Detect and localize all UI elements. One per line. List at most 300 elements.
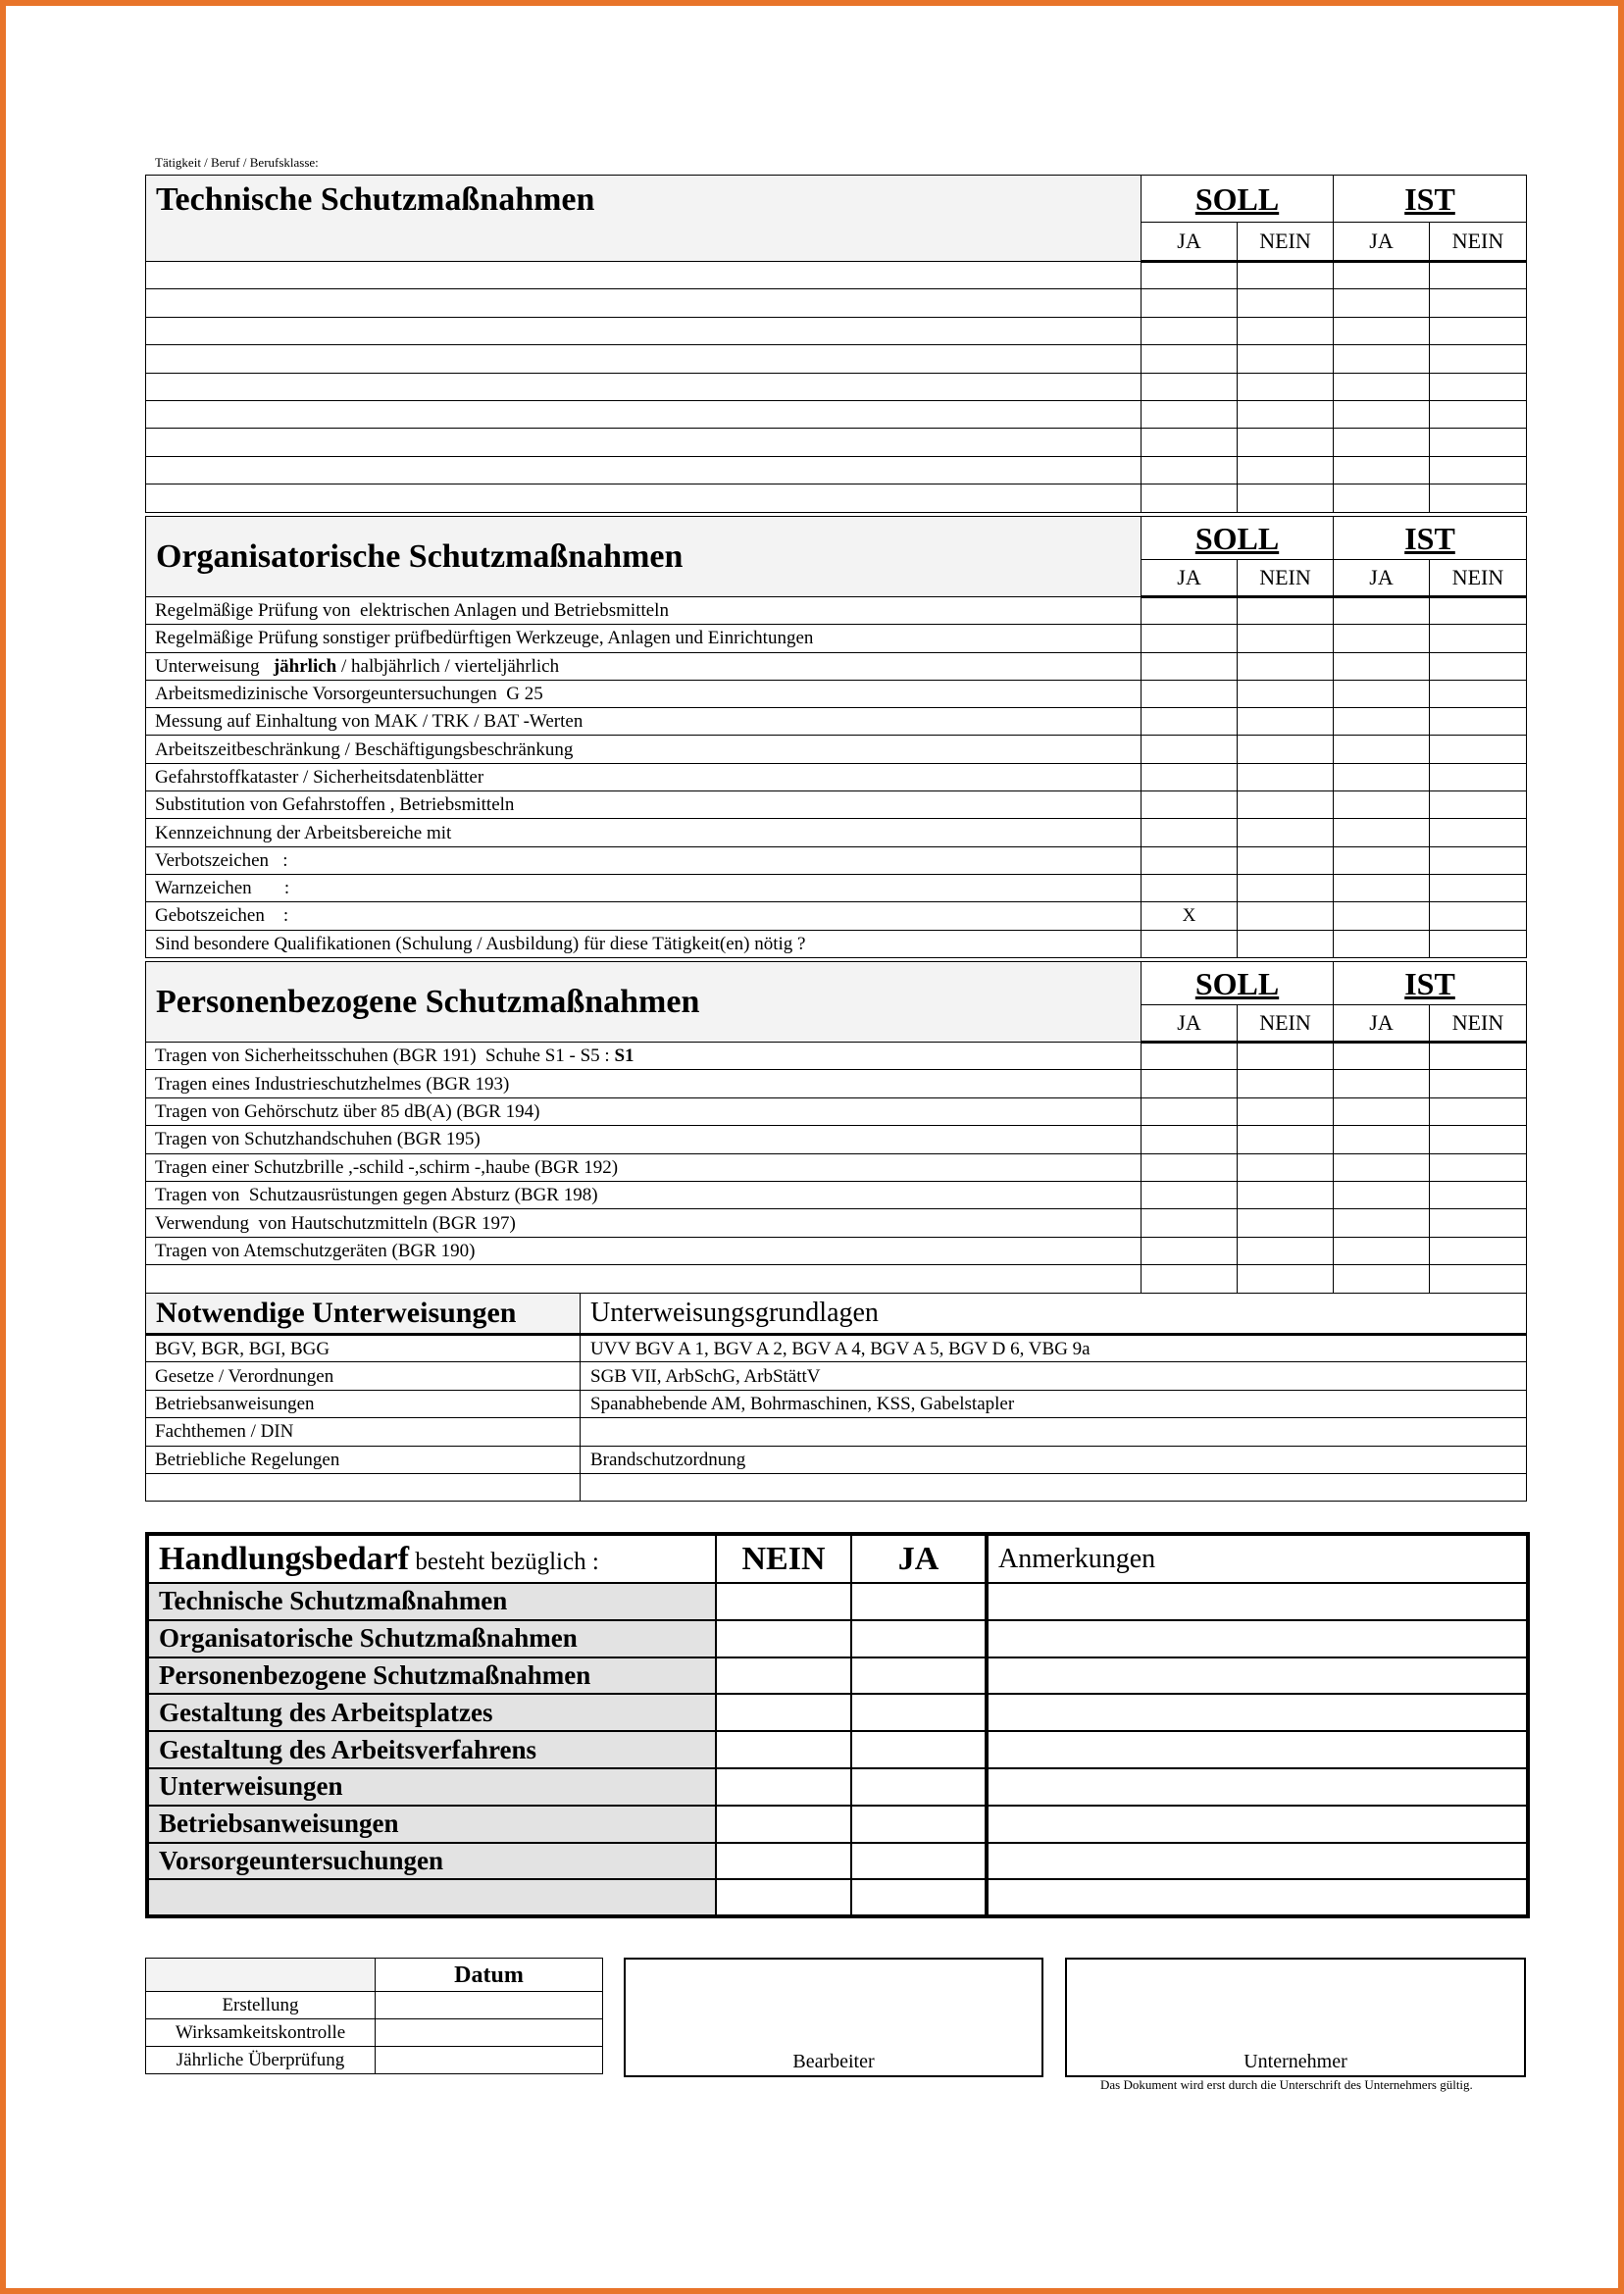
ist-ja-header: JA [1334,560,1430,597]
soll-ja-cell[interactable] [1142,1126,1238,1153]
ist-ja-cell[interactable] [1334,791,1430,819]
unterweisung-grundlage[interactable]: UVV BGV A 1, BGV A 2, BGV A 4, BGV A 5, BGV D 6, VBG 9a [581,1335,1527,1362]
soll-nein-cell[interactable] [1238,791,1334,819]
table-row [146,1043,1527,1070]
row-label-post: / halbjährlich / vierteljährlich [336,655,560,677]
signature-box-unternehmer[interactable] [1065,1958,1526,2077]
hb-ja-cell[interactable] [851,1657,987,1695]
hb-row-label: Technische Schutzmaßnahmen [147,1583,716,1620]
ist-ja-cell[interactable] [1334,846,1430,874]
table-personen [145,961,1527,1294]
table-row [146,1992,603,2019]
soll-nein-cell[interactable] [1238,652,1334,680]
table-row [147,1583,1528,1620]
hb-row-label: Vorsorgeuntersuchungen [147,1843,716,1880]
ist-nein-cell[interactable] [1430,262,1527,289]
unterweisung-category: Gesetze / Verordnungen [146,1362,581,1390]
ist-ja-cell[interactable] [1334,262,1430,289]
hb-anmerkung-cell[interactable] [987,1583,1528,1620]
row-label: Regelmäßige Prüfung von elektrischen Anlagen und Betriebsmitteln [146,597,1142,625]
row-label: Gefahrstoffkataster / Sicherheitsdatenblätter [146,763,1142,790]
row-label: Tragen von Gehörschutz über 85 dB(A) (BGR 194) [146,1097,1142,1125]
unterweisung-grundlage[interactable] [581,1418,1527,1446]
soll-nein-cell[interactable] [1238,1209,1334,1237]
table-row [146,1446,1527,1473]
ist-nein-cell[interactable] [1430,317,1527,344]
soll-ja-cell[interactable] [1142,400,1238,428]
table-row [146,1418,1527,1446]
ist-ja-cell[interactable] [1334,708,1430,736]
soll-nein-cell[interactable] [1238,1097,1334,1125]
row-label: Arbeitszeitbeschränkung / Beschäftigungsbeschränkung [146,736,1142,763]
soll-ja-header: JA [1142,560,1238,597]
datum-row-label: Jährliche Überprüfung [146,2047,376,2074]
hb-anmerkung-cell[interactable] [987,1657,1528,1695]
soll-ja-cell[interactable] [1142,736,1238,763]
ist-ja-cell[interactable] [1334,1070,1430,1097]
row-label [146,429,1142,456]
ist-ja-cell[interactable] [1334,930,1430,957]
hb-nein-cell[interactable] [716,1806,851,1843]
table-row [146,1362,1527,1390]
table-datum [145,1958,603,2074]
hb-ja-header: JA [851,1534,987,1583]
ist-ja-cell[interactable] [1334,429,1430,456]
soll-ja-cell[interactable] [1142,874,1238,901]
table-row [146,846,1527,874]
soll-ja-cell[interactable] [1142,1181,1238,1208]
table-row [146,317,1527,344]
soll-ja-cell[interactable] [1142,429,1238,456]
hb-nein-cell[interactable] [716,1620,851,1657]
ist-nein-header: NEIN [1430,560,1527,597]
ist-ja-cell[interactable] [1334,763,1430,790]
soll-ja-cell[interactable] [1142,652,1238,680]
soll-ja-cell[interactable] [1142,597,1238,625]
hb-row-label: Personenbezogene Schutzmaßnahmen [147,1657,716,1695]
soll-nein-cell[interactable] [1238,1126,1334,1153]
soll-nein-cell[interactable] [1238,874,1334,901]
soll-ja-cell[interactable] [1142,345,1238,373]
soll-nein-cell[interactable] [1238,680,1334,707]
hb-nein-cell[interactable] [716,1731,851,1768]
handlungsbedarf-title-main: Handlungsbedarf [159,1540,410,1577]
ist-nein-cell[interactable] [1430,1265,1527,1293]
unterweisungen-rows [146,1335,1527,1502]
soll-ja-header: JA [1142,223,1238,262]
row-label: Warnzeichen : [146,874,1142,901]
table-row [146,2047,603,2074]
ist-nein-cell[interactable] [1430,484,1527,512]
section-title-organisatorische: Organisatorische Schutzmaßnahmen [146,517,1142,597]
ist-nein-cell[interactable] [1430,1126,1527,1153]
ist-nein-cell[interactable] [1430,902,1527,930]
hb-row-label: Gestaltung des Arbeitsverfahrens [147,1731,716,1768]
row-label: Messung auf Einhaltung von MAK / TRK / BAT -Werten [146,708,1142,736]
soll-ja-cell[interactable] [1142,708,1238,736]
ist-nein-cell[interactable] [1430,930,1527,957]
ist-nein-cell[interactable] [1430,429,1527,456]
unterweisung-grundlage[interactable]: Brandschutzordnung [581,1446,1527,1473]
unterweisung-category[interactable] [146,1473,581,1501]
row-label: Gebotszeichen : [146,902,1142,930]
soll-nein-cell[interactable] [1238,1043,1334,1070]
datum-rows [146,1992,603,2074]
soll-nein-cell[interactable] [1238,456,1334,484]
ist-ja-cell[interactable] [1334,289,1430,317]
section-title-unterweisungen: Notwendige Unterweisungen [146,1294,581,1335]
ist-ja-cell[interactable] [1334,597,1430,625]
hb-ja-cell[interactable] [851,1879,987,1916]
soll-ja-cell[interactable]: X [1142,902,1238,930]
hb-nein-cell[interactable] [716,1583,851,1620]
soll-nein-cell[interactable] [1238,484,1334,512]
soll-nein-cell[interactable] [1238,1153,1334,1181]
hb-anmerkung-cell[interactable] [987,1768,1528,1806]
unterweisung-grundlage[interactable]: SGB VII, ArbSchG, ArbStättV [581,1362,1527,1390]
ist-ja-cell[interactable] [1334,1237,1430,1264]
soll-ja-cell[interactable] [1142,1097,1238,1125]
unterweisung-category: Betriebsanweisungen [146,1390,581,1417]
soll-ja-cell[interactable] [1142,1153,1238,1181]
soll-ja-cell[interactable] [1142,1070,1238,1097]
ist-nein-cell[interactable] [1430,456,1527,484]
personen-rows [146,1043,1527,1294]
table-row [146,1265,1527,1293]
table-row [147,1843,1528,1880]
ist-nein-cell[interactable] [1430,1209,1527,1237]
soll-ja-cell[interactable] [1142,1209,1238,1237]
table-row [146,289,1527,317]
soll-nein-cell[interactable] [1238,708,1334,736]
ist-nein-cell[interactable] [1430,652,1527,680]
handlungsbedarf-rows [147,1583,1528,1916]
ist-header: IST [1334,962,1527,1005]
row-label [146,373,1142,400]
soll-nein-cell[interactable] [1238,345,1334,373]
ist-nein-cell[interactable] [1430,345,1527,373]
table-row [146,597,1527,625]
soll-nein-cell[interactable] [1238,819,1334,846]
soll-ja-cell[interactable] [1142,819,1238,846]
datum-value-cell[interactable] [376,1992,603,2019]
ist-nein-header: NEIN [1430,223,1527,262]
ist-ja-cell[interactable] [1334,625,1430,652]
table-row [146,902,1527,930]
row-label [146,317,1142,344]
section-title-personen: Personenbezogene Schutzmaßnahmen [146,962,1142,1043]
row-label: Regelmäßige Prüfung sonstiger prüfbedürftigen Werkzeuge, Anlagen und Einrichtungen [146,625,1142,652]
ist-nein-cell[interactable] [1430,1153,1527,1181]
hb-ja-cell[interactable] [851,1583,987,1620]
table-technische [145,175,1527,513]
table-row [146,2019,603,2047]
ist-header: IST [1334,176,1527,223]
table-row [147,1694,1528,1731]
hb-anmerkung-cell[interactable] [987,1620,1528,1657]
datum-value-cell[interactable] [376,2047,603,2074]
table-row [147,1657,1528,1695]
table-row [146,456,1527,484]
row-label [146,262,1142,289]
datum-row-label: Wirksamkeitskontrolle [146,2019,376,2047]
ist-ja-cell[interactable] [1334,680,1430,707]
table-row [147,1731,1528,1768]
unterweisung-grundlage[interactable]: Spanabhebende AM, Bohrmaschinen, KSS, Gabelstapler [581,1390,1527,1417]
soll-ja-cell[interactable] [1142,1043,1238,1070]
soll-nein-header: NEIN [1238,1005,1334,1043]
table-row [146,400,1527,428]
unterweisung-category: BGV, BGR, BGI, BGG [146,1335,581,1362]
row-label [146,456,1142,484]
table-row [146,1097,1527,1125]
datum-value-cell[interactable] [376,2019,603,2047]
hb-nein-cell[interactable] [716,1694,851,1731]
technische-rows [146,262,1527,513]
hb-anmerkung-cell[interactable] [987,1879,1528,1916]
hb-row-label [147,1879,716,1916]
table-handlungsbedarf [145,1532,1530,1918]
section-title-technische: Technische Schutzmaßnahmen [146,176,1142,262]
soll-ja-cell[interactable] [1142,1265,1238,1293]
soll-nein-cell[interactable] [1238,1265,1334,1293]
ist-nein-cell[interactable] [1430,791,1527,819]
ist-nein-cell[interactable] [1430,1070,1527,1097]
soll-ja-cell[interactable] [1142,846,1238,874]
soll-nein-cell[interactable] [1238,597,1334,625]
row-label: Verwendung von Hautschutzmitteln (BGR 197) [146,1209,1142,1237]
soll-ja-cell[interactable] [1142,625,1238,652]
table-row [146,373,1527,400]
row-label [146,400,1142,428]
ist-nein-header: NEIN [1430,1005,1527,1043]
soll-nein-cell[interactable] [1238,429,1334,456]
table-row [146,1237,1527,1264]
ist-nein-cell[interactable] [1430,1097,1527,1125]
row-label-bold: jährlich [273,655,337,677]
row-label: Sind besondere Qualifikationen (Schulung / Ausbildung) für diese Tätigkeit(en) nötig ? [146,930,1142,957]
hb-nein-cell[interactable] [716,1879,851,1916]
datum-header: Datum [376,1959,603,1992]
ist-ja-header: JA [1334,223,1430,262]
soll-nein-cell[interactable] [1238,373,1334,400]
ist-ja-cell[interactable] [1334,456,1430,484]
hb-anmerkungen-header: Anmerkungen [987,1534,1528,1583]
ist-nein-cell[interactable] [1430,373,1527,400]
ist-nein-cell[interactable] [1430,846,1527,874]
hb-ja-cell[interactable] [851,1806,987,1843]
soll-nein-cell[interactable] [1238,317,1334,344]
table-row [146,1181,1527,1208]
ist-ja-cell[interactable] [1334,373,1430,400]
table-row [146,1335,1527,1362]
row-label: Substitution von Gefahrstoffen , Betriebsmitteln [146,791,1142,819]
soll-ja-cell[interactable] [1142,456,1238,484]
hb-nein-cell[interactable] [716,1768,851,1806]
row-label-pre: Tragen von Sicherheitsschuhen (BGR 191) Schuhe S1 - S5 : [155,1045,615,1067]
row-label: Tragen einer Schutzbrille ,-schild -,schirm -,haube (BGR 192) [146,1153,1142,1181]
ist-nein-cell[interactable] [1430,1181,1527,1208]
soll-ja-cell[interactable] [1142,262,1238,289]
soll-nein-cell[interactable] [1238,625,1334,652]
signature-label-unternehmer: Unternehmer [1243,2051,1347,2072]
soll-nein-cell[interactable] [1238,902,1334,930]
ist-ja-cell[interactable] [1334,902,1430,930]
ist-nein-cell[interactable] [1430,1043,1527,1070]
table-row [146,791,1527,819]
soll-ja-cell[interactable] [1142,763,1238,790]
table-organisatorische [145,516,1527,958]
soll-ja-cell[interactable] [1142,373,1238,400]
hb-anmerkung-cell[interactable] [987,1806,1528,1843]
soll-header: SOLL [1142,517,1334,560]
ist-nein-cell[interactable] [1430,625,1527,652]
soll-ja-cell[interactable] [1142,289,1238,317]
ist-nein-cell[interactable] [1430,763,1527,790]
hb-row-label: Gestaltung des Arbeitsplatzes [147,1694,716,1731]
soll-nein-cell[interactable] [1238,1181,1334,1208]
row-label [146,1265,1142,1293]
hb-row-label: Unterweisungen [147,1768,716,1806]
soll-nein-cell[interactable] [1238,736,1334,763]
soll-nein-cell[interactable] [1238,846,1334,874]
soll-header: SOLL [1142,962,1334,1005]
soll-ja-cell[interactable] [1142,317,1238,344]
soll-ja-cell[interactable] [1142,791,1238,819]
ist-ja-cell[interactable] [1334,1153,1430,1181]
soll-ja-cell[interactable] [1142,484,1238,512]
table-row [147,1620,1528,1657]
hb-ja-cell[interactable] [851,1843,987,1880]
row-label: Arbeitsmedizinische Vorsorgeuntersuchungen G 25 [146,680,1142,707]
hb-nein-cell[interactable] [716,1843,851,1880]
datum-row-label: Erstellung [146,1992,376,2019]
table-row [146,345,1527,373]
ist-ja-cell[interactable] [1334,1209,1430,1237]
soll-nein-header: NEIN [1238,560,1334,597]
hb-anmerkung-cell[interactable] [987,1843,1528,1880]
row-label-pre: Unterweisung [155,655,274,677]
datum-empty-header [146,1959,376,1992]
table-row [146,1070,1527,1097]
table-row [147,1768,1528,1806]
section-title-grundlagen: Unterweisungsgrundlagen [581,1294,1527,1335]
hb-anmerkung-cell[interactable] [987,1731,1528,1768]
table-row [146,1153,1527,1181]
ist-nein-cell[interactable] [1430,1237,1527,1264]
table-row [146,262,1527,289]
ist-ja-cell[interactable] [1334,400,1430,428]
signature-box-bearbeiter[interactable] [624,1958,1043,2077]
ist-nein-cell[interactable] [1430,680,1527,707]
ist-ja-cell[interactable] [1334,484,1430,512]
unterweisung-grundlage[interactable] [581,1473,1527,1501]
row-label: Tragen von Schutzhandschuhen (BGR 195) [146,1126,1142,1153]
soll-nein-cell[interactable] [1238,289,1334,317]
ist-ja-cell[interactable] [1334,1181,1430,1208]
row-label: Verbotszeichen : [146,846,1142,874]
ist-ja-cell[interactable] [1334,1043,1430,1070]
hb-anmerkung-cell[interactable] [987,1694,1528,1731]
ist-header: IST [1334,517,1527,560]
row-label [146,484,1142,512]
row-label: Tragen von Schutzausrüstungen gegen Absturz (BGR 198) [146,1181,1142,1208]
row-label-bold: S1 [614,1045,634,1067]
hb-ja-cell[interactable] [851,1768,987,1806]
table-row [146,625,1527,652]
table-row [146,652,1527,680]
row-label: Kennzeichnung der Arbeitsbereiche mit [146,819,1142,846]
soll-nein-cell[interactable] [1238,763,1334,790]
ist-ja-cell[interactable] [1334,1126,1430,1153]
ist-ja-cell[interactable] [1334,736,1430,763]
hb-ja-cell[interactable] [851,1694,987,1731]
ist-nein-cell[interactable] [1430,874,1527,901]
hb-ja-cell[interactable] [851,1731,987,1768]
unterweisung-category: Betriebliche Regelungen [146,1446,581,1473]
table-row [146,874,1527,901]
soll-ja-cell[interactable] [1142,930,1238,957]
ist-ja-cell[interactable] [1334,819,1430,846]
ist-ja-cell[interactable] [1334,345,1430,373]
table-row [146,484,1527,512]
ist-ja-cell[interactable] [1334,317,1430,344]
ist-ja-cell[interactable] [1334,652,1430,680]
table-row [146,1390,1527,1417]
organisatorische-rows [146,597,1527,958]
ist-nein-cell[interactable] [1430,708,1527,736]
ist-ja-cell[interactable] [1334,1097,1430,1125]
row-label [146,345,1142,373]
ist-nein-cell[interactable] [1430,736,1527,763]
table-row [147,1879,1528,1916]
ist-nein-cell[interactable] [1430,400,1527,428]
soll-header: SOLL [1142,176,1334,223]
soll-nein-cell[interactable] [1238,400,1334,428]
table-row [146,1126,1527,1153]
soll-nein-header: NEIN [1238,223,1334,262]
table-row [146,736,1527,763]
table-row [147,1806,1528,1843]
ist-ja-header: JA [1334,1005,1430,1043]
ist-nein-cell[interactable] [1430,289,1527,317]
table-row [146,763,1527,790]
ist-ja-cell[interactable] [1334,874,1430,901]
table-row [146,680,1527,707]
table-row [146,1473,1527,1501]
soll-nein-cell[interactable] [1238,262,1334,289]
soll-nein-cell[interactable] [1238,1237,1334,1264]
table-unterweisungen [145,1293,1527,1502]
table-row [146,930,1527,957]
soll-ja-cell[interactable] [1142,680,1238,707]
row-label [146,1043,1142,1070]
signature-label-bearbeiter: Bearbeiter [792,2051,875,2072]
hb-nein-cell[interactable] [716,1657,851,1695]
soll-nein-cell[interactable] [1238,1070,1334,1097]
ist-nein-cell[interactable] [1430,597,1527,625]
ist-nein-cell[interactable] [1430,819,1527,846]
handlungsbedarf-title-small: besteht bezüglich : [409,1548,599,1575]
table-row [146,708,1527,736]
unterweisung-category: Fachthemen / DIN [146,1418,581,1446]
table-row [146,429,1527,456]
ist-ja-cell[interactable] [1334,1265,1430,1293]
soll-ja-header: JA [1142,1005,1238,1043]
soll-ja-cell[interactable] [1142,1237,1238,1264]
soll-nein-cell[interactable] [1238,930,1334,957]
hb-ja-cell[interactable] [851,1620,987,1657]
